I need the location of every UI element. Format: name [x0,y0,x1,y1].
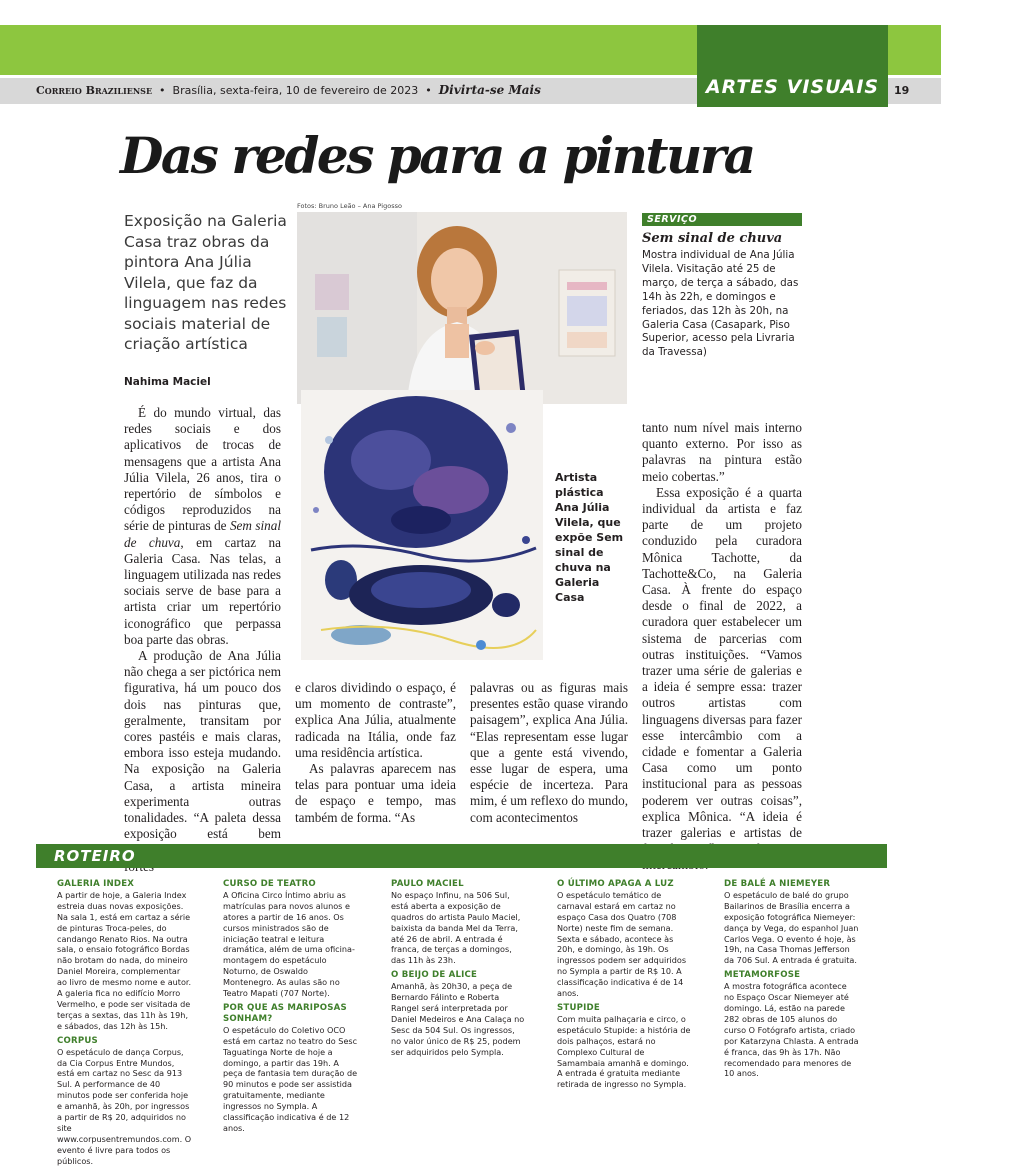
paragraph: A produção de Ana Júlia não chega a ser pictórica nem figurativa, há um pouco dos dois nas pinturas que, geralmente, transitam por cores pastéis e mais claras, embora isso esteja mudando. Na exposição na Galeria Casa, a artista mineira experimenta outras tonalidades. “A paleta dessa exposição está bem [124,648,281,842]
roteiro-item-title: CURSO DE TEATRO [223,879,316,889]
supplement-name: Divirta-se Mais [438,83,541,97]
roteiro-item-text: Amanhã, às 20h30, a peça de Bernardo Fálinto e Roberta Rangel será interpretada por Daniel Medeiros e Ana Calaça no Sesc da 504 Sul. Os ingressos, no valor único de R$ 25, podem ser adquiridos pelo Sympla. [391,981,525,1057]
header-green-bar-right [888,25,941,75]
roteiro-item-text: A mostra fotográfica acontece no Espaço Oscar Niemeyer até domingo. Lá, estão na parede 282 obras de 105 alunos do curso O Fotógrafo artista, criado por Katarzyna Chlasta. A entrada é franca, das 9h às 17h. Não recomendado para menores de 10 anos. [724,981,859,1079]
roteiro-item-text: A partir de hoje, a Galeria Index estreia duas novas exposições. Na sala 1, está em cartaz a série de pinturas Troca-peles, do candango Renato Rios. Na outra sala, o ensaio fotográfico Bordas não brotam do nada, do mineiro Daniel Moreira, complementar ao livro de mesmo nome e autor. A galeria fica no edifício Morro Vermelho, e pode ser visitada de terças a sextas, das 11h às 19h, e sábados, das 12h às 15h. [57,889,192,1031]
paragraph: É do mundo virtual, das redes sociais e dos aplicativos de trocas de mensagens que a artista Ana Júlia Vilela, 26 anos, tira o repertório de símbolos e códigos reproduzidos na série de pinturas de Sem sinal de chuva, em cartaz na Galeria Casa. Nas telas, a linguagem utilizada nas redes sociais serve de base para a artista criar um repertório iconográfico que perpassa boa parte das obras. [124,405,281,647]
painting-photo [301,390,543,660]
article-column-2 [295,680,456,825]
photo-caption: Artista plástica Ana Júlia Vilela, que expõe Sem sinal de chuva na Galeria Casa [555,471,624,604]
paragraph: tanto num nível mais interno quanto externo. Por isso as palavras na pintura estão meio cobertas.” [642,420,802,484]
artist-portrait-illustration [297,212,627,404]
roteiro-item-title: O ÚLTIMO APAGA A LUZ [557,879,674,889]
artist-photo [297,212,627,404]
roteiro-column-1 [57,877,192,1166]
exhibition-name: Sem sinal de chuva [124,518,281,550]
article-title: Das redes para a pintura [120,126,754,185]
roteiro-item-title: METAMORFOSE [724,970,801,981]
painting-illustration [301,390,543,660]
dateline: Correio Braziliense • Brasília, sexta-feira, 10 de fevereiro de 2023 • Divirta-se Mais [36,83,541,97]
servico-text: Mostra individual de Ana Júlia Vilela. Visitação até 25 de março, de terça a sábado, das 14h às 22h, e domingos e feriados, das 12h às 20h, na Galeria Casa (Casapark, Piso Superior, acesso pela Livraria da Travessa) [642,249,799,359]
roteiro-bar [36,844,887,868]
roteiro-item-title: STUPIDE [557,1002,600,1013]
paragraph: e claros dividindo o espaço, é um momento de contraste”, explica Ana Júlia, atualmente radicada na Itália, onde faz uma residência artística. [295,680,456,760]
servico-title: Sem sinal de chuva [642,231,783,246]
article-subtitle: Exposição na Galeria Casa traz obras da pintora Ana Júlia Vilela, que faz da linguagem nas redes sociais material de criação artística [124,212,287,353]
paragraph: palavras ou as figuras mais presentes estão quase virando paisagem”, explica Ana Júlia. “Elas representam esse lugar que a gente está vivendo, esse lugar de espera, uma espécie de incerteza. Para mim, é um reflexo do mundo, com acontecimentos [470,680,628,825]
paragraph: Essa exposição é a quarta individual da artista e faz parte de um projeto conduzido pela curadora Mônica Tachotte, da Tachotte&Co, na Galeria Casa. À frente do espaço desde o final de 2022, a curadora quer estabelecer um sistema de parcerias com outras instituições. “Vamos trazer uma série de galerias e a ideia é sempre essa: trazer outros artistas com linguagens diversas para fazer esse intercâmbio com a cidade e fomentar a Galeria Casa como um ponto institucional para as pessoas poderem ver outras coisas”, explica Mônica. “A ideia é trazer galerias e artistas de [642,484,802,841]
roteiro-column-4 [557,877,692,1090]
roteiro-item-title: GALERIA INDEX [57,879,135,889]
servico-label: SERVIÇO [647,214,698,225]
newspaper-brand: Correio Braziliense [36,84,153,97]
paragraph: As palavras aparecem nas telas para pontuar uma ideia de espaço e tempo, mas também de forma. “As [295,761,456,825]
section-label: ARTES VISUAIS [705,76,880,98]
edition-date: Brasília, sexta-feira, 10 de fevereiro de 2023 [172,84,419,97]
roteiro-item-text: O espetáculo do Coletivo OCO está em cartaz no teatro do Sesc Taguatinga Norte de hoje a domingo, a partir das 19h. A peça de fantasia tem duração de 90 minutos e pode ser assistida gratuitamente, mediante ingressos no Sympla. A classificação indicativa é de 12 anos. [223,1024,358,1133]
article-column-3 [470,680,628,825]
roteiro-item-text: O espetáculo temático de carnaval estará em cartaz no espaço Casa dos Quatro (708 Norte) neste fim de semana. Sexta e sábado, acontece às 20h, e domingo, às 19h. Os ingressos podem ser adquiridos no Sympla a partir de R$ 10. A classificação indicativa é de 14 anos. [557,889,687,999]
roteiro-item-text: O espetáculo de dança Corpus, da Cia Corpus Entre Mundos, está em cartaz no Sesc da 913 Sul. A performance de 40 minutos pode ser conferida hoje e amanhã, às 20h, por ingressos a partir de R$ 20, adquiridos no site www.corpusentremundos.com. O evento é livre para todos os públicos. [57,1046,192,1166]
photo-credit: Fotos: Bruno Leão – Ana Pigosso [297,202,402,210]
roteiro-label: ROTEIRO [54,847,136,865]
roteiro-item-title: DE BALÉ A NIEMEYER [724,879,831,889]
article-column-1 [124,405,281,842]
article-column-4 [642,420,802,841]
roteiro-item-title: O BEIJO DE ALICE [391,970,478,981]
page-number: 19 [894,84,910,97]
roteiro-column-3 [391,877,526,1077]
roteiro-item-title: PAULO MACIEL [391,879,464,889]
roteiro-item-text: O espetáculo de balé do grupo Bailarinos de Brasília encerra a exposição fotográfica Niemeyer: dança by Vega, do espanhol Juan Carlos Vega. O evento é hoje, às 19h, na Casa Thomas Jefferson da 706 Sul. A entrada é gratuita. [724,889,859,966]
header-green-bar [0,25,697,75]
roteiro-item-title: CORPUS [57,1035,98,1046]
roteiro-item-text: A Oficina Circo Íntimo abriu as matrículas para novos alunos e atores a partir de 16 anos. Os cursos ministrados são de iniciação teatral e leitura dramática, além de uma oficina-montagem do espetáculo Noturno, de Oswaldo Montenegro. As aulas são no Teatro Mapati (707 Norte). [223,889,355,999]
byline: Nahima Maciel [124,376,211,388]
roteiro-item-title: POR QUE AS MARIPOSAS SONHAM? [223,1002,347,1024]
roteiro-item-text: Com muita palhaçaria e circo, o espetáculo Stupide: a história de dois palhaços, estará no Complexo Cultural de Samambaia amanhã e domingo. A entrada é gratuita mediante retirada de ingresso no Sympla. [557,1013,691,1090]
roteiro-item-text: No espaço Infinu, na 506 Sul, está aberta a exposição de quadros do artista Paulo Maciel, baixista da banda Mel da Terra, até 26 de abril. A entrada é franca, de terças a domingos, das 11h às 23h. [391,889,521,966]
roteiro-column-2 [223,877,358,1133]
roteiro-column-5 [724,877,859,1077]
